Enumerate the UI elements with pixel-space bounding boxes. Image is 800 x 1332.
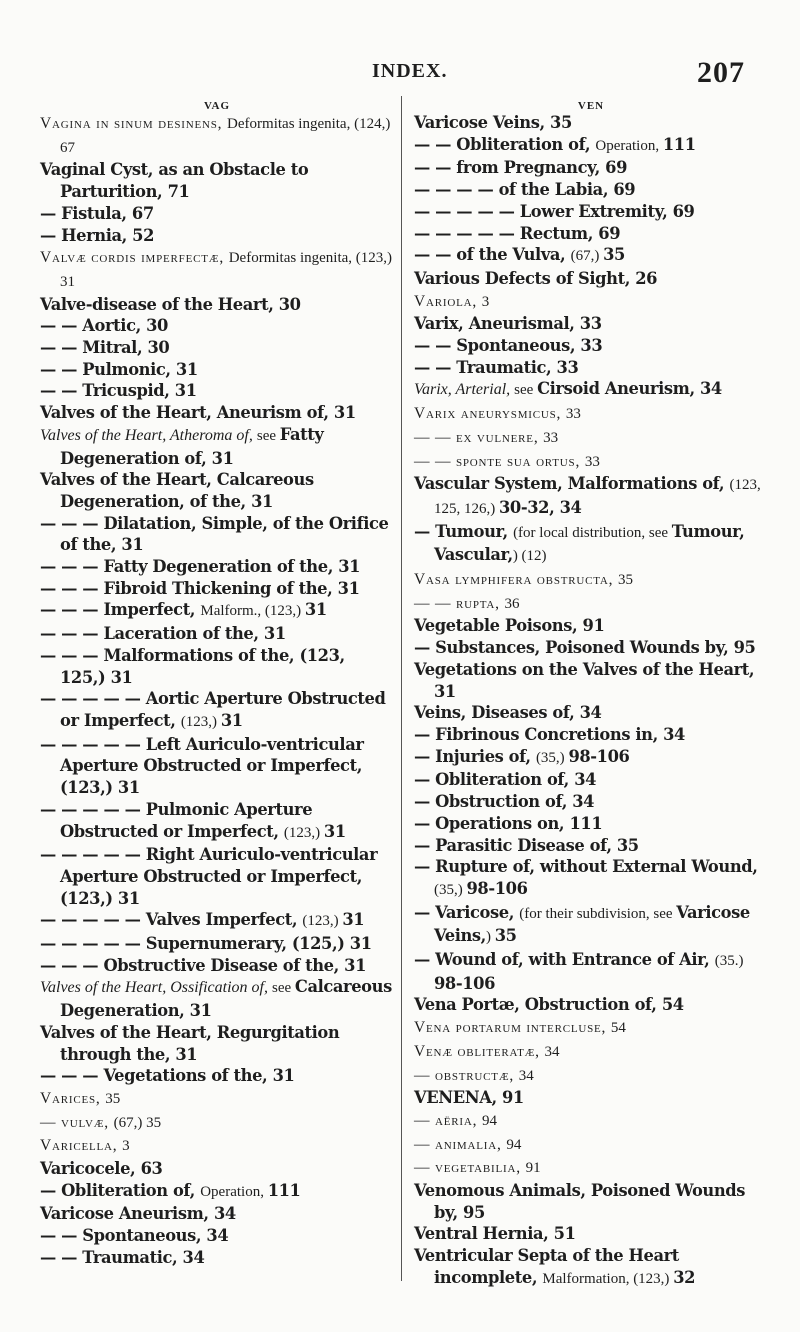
index-entry-text: 111 <box>267 1180 301 1200</box>
index-entry-text: ) (12) <box>512 548 547 565</box>
index-entry <box>40 1225 394 1247</box>
index-entry <box>414 157 768 179</box>
index-entry-text: 35 <box>105 1090 121 1107</box>
index-entry-text: Operation, <box>200 1183 268 1200</box>
index-entry-text: — aëria, <box>414 1111 482 1129</box>
index-entry-text: Variola, <box>414 292 482 310</box>
index-entry-text: (35,) <box>434 881 467 898</box>
index-entry <box>414 357 768 379</box>
index-entry-text: Vagina in sinum desinens, <box>40 115 228 132</box>
index-entry-text: — — — — — Rectum, 69 <box>414 223 621 243</box>
index-entry-text: — — — — — Valves Imperfect, <box>40 910 303 930</box>
index-entry <box>40 246 394 293</box>
index-entry-text: — — — Dilatation, Simple, of the Orifice of the, 31 <box>40 513 389 555</box>
index-entry-text: 98-106 <box>568 746 630 766</box>
index-entry-text: — — Obliteration of, <box>414 134 596 154</box>
index-entry-text: — — Traumatic, 34 <box>40 1247 205 1267</box>
index-entry <box>40 1180 394 1204</box>
index-entry <box>40 844 394 909</box>
index-entry-text: 3 <box>122 1138 130 1155</box>
page-header <box>0 56 800 100</box>
index-entry-text: 30-32, 34 <box>499 497 582 517</box>
index-entry-text: 33 <box>584 453 600 470</box>
index-entry-text: Varix aneurysmicus, <box>414 405 566 423</box>
index-entry <box>40 556 394 578</box>
index-entry-text: (35.) <box>714 953 744 970</box>
index-entry-text: — — rupta, <box>414 594 505 612</box>
index-entry-text: Venæ obliteratæ, <box>414 1042 545 1060</box>
index-column-right <box>414 100 768 1291</box>
index-entry-text: (for their subdivision, see <box>519 905 677 922</box>
index-entry-text: Cirsoid Aneurism, 34 <box>537 379 722 399</box>
index-entry-text: Vascular System, Malformations of, <box>414 474 730 494</box>
index-entry <box>40 909 394 933</box>
index-entry-text: — — — — — Lower Extremity, 69 <box>414 201 695 221</box>
index-entry-text: — — Aortic, 30 <box>40 316 168 336</box>
index-entry-text: 34 <box>544 1043 560 1060</box>
index-entry <box>414 402 768 426</box>
index-entry <box>414 1223 768 1245</box>
index-entry-text: Varicella, <box>40 1137 123 1155</box>
index-entry-text: — — — — — Left Auriculo-ventricular Aperture Obstructed or Imperfect, (123,) 31 <box>40 734 364 798</box>
index-entry-text: 31 <box>342 910 365 930</box>
index-entry <box>40 513 394 556</box>
index-entry-text: (123,) <box>302 913 343 930</box>
index-entry-text: 35 <box>618 572 634 589</box>
index-entry <box>414 949 768 994</box>
index-entry-text: Deformitas ingenita, (124,) 67 <box>60 116 391 156</box>
index-entry <box>40 359 394 381</box>
index-entry-text: — — of the Vulva, <box>414 245 571 265</box>
index-entry-text: — — — — — Supernumerary, (125,) 31 <box>40 934 372 954</box>
page-number: 207 <box>697 56 745 89</box>
index-entry <box>414 835 768 857</box>
index-entry-text: Malform., (123,) <box>200 603 305 620</box>
index-entry <box>40 469 394 512</box>
index-entry <box>414 1133 768 1157</box>
index-entry <box>40 1022 394 1065</box>
index-entry <box>414 813 768 835</box>
index-entry <box>40 424 394 469</box>
index-entry <box>414 1109 768 1133</box>
index-entry <box>414 637 768 659</box>
index-entry-text: Varicose Veins, <box>434 902 750 946</box>
index-entry-text: Valves of the Heart, Calcareous Degeneration, of the, 31 <box>40 470 314 511</box>
index-entry-text: 94 <box>481 1112 497 1129</box>
index-entry-text: — vegetabilia, <box>414 1159 526 1177</box>
index-entry-text: Vaginal Cyst, as an Obstacle to Parturition, 71 <box>40 160 309 202</box>
index-entry-text: (for local distribution, see <box>513 524 672 541</box>
index-entry <box>40 1247 394 1269</box>
index-entry <box>414 473 768 520</box>
index-entry-text: — Varicose, <box>414 902 520 922</box>
index-entry-text: — Substances, Poisoned Wounds by, 95 <box>414 638 756 658</box>
index-entry-text: see <box>256 427 280 444</box>
index-entry-text: — — — Obstructive Disease of the, 31 <box>40 955 367 975</box>
index-entry <box>414 1040 768 1064</box>
index-entry-text: — vulvæ, <box>40 1113 114 1131</box>
index-entry-text: — Injuries of, <box>414 746 536 766</box>
index-entry <box>40 734 394 799</box>
index-entry-text: — Obstruction of, 34 <box>414 792 595 812</box>
index-entry-text: Varix, Aneurismal, 33 <box>414 314 602 334</box>
column-guide-word: VAG <box>203 100 231 112</box>
index-entry <box>414 659 768 702</box>
index-entry-text: 98-106 <box>434 973 495 993</box>
index-entry <box>414 994 768 1016</box>
index-entry-text: Tumour, Vascular, <box>434 521 745 565</box>
index-entry-text: Valves of the Heart, Aneurism of, 31 <box>40 403 356 423</box>
index-entry <box>414 201 768 223</box>
index-entry-text: — — sponte sua ortus, <box>414 452 585 470</box>
index-entry-text: — — — Vegetations of the, 31 <box>40 1066 295 1086</box>
index-entry-text: 54 <box>610 1020 626 1037</box>
index-entry-text: — — Spontaneous, 33 <box>414 336 603 356</box>
index-entry-text: 111 <box>662 134 696 154</box>
index-entry <box>40 1158 394 1180</box>
index-column-left <box>40 100 394 1269</box>
index-entry-text: Vena portarum intercluse, <box>414 1019 611 1037</box>
index-entry <box>414 702 768 724</box>
index-entry <box>414 450 768 474</box>
index-entry-text: — obstructæ, <box>414 1066 519 1084</box>
index-entry <box>414 290 768 314</box>
column-guide-word: VEN <box>577 100 605 112</box>
index-entry-text: (35,) <box>535 749 569 766</box>
index-entry <box>40 380 394 402</box>
index-entry <box>40 1065 394 1087</box>
index-entry-text: 31 <box>220 710 243 730</box>
index-entry-text: 31 <box>323 821 346 841</box>
index-entry-text: 32 <box>673 1267 696 1287</box>
index-entry <box>40 159 394 202</box>
index-entry-text: Vegetations on the Valves of the Heart, 31 <box>414 659 755 701</box>
index-entry <box>40 1111 394 1135</box>
index-entry-text: — — — — — Pulmonic Aperture Obstructed or Imperfect, <box>40 799 313 841</box>
column-divider <box>401 96 402 1281</box>
index-entry <box>414 134 768 158</box>
index-entry <box>40 976 394 1021</box>
running-title: INDEX. <box>372 60 448 82</box>
index-entry-text: 3 <box>481 293 490 310</box>
index-entry <box>40 688 394 733</box>
index-entry-text: Ventral Hernia, 51 <box>414 1224 576 1244</box>
index-entry-text: Varicose Aneurism, 34 <box>40 1204 236 1224</box>
index-entry <box>414 724 768 746</box>
index-entry-text: 34 <box>518 1067 534 1084</box>
index-entry-text: Operation, <box>595 137 663 154</box>
index-entry-text: Valve-disease of the Heart, 30 <box>40 294 301 314</box>
index-entry <box>40 955 394 977</box>
index-entry <box>40 112 394 159</box>
index-entry-text: 91 <box>525 1160 541 1177</box>
index-entry <box>40 1203 394 1225</box>
index-entry <box>40 1134 394 1158</box>
index-entry <box>414 1180 768 1223</box>
index-entry-text: (67,) 35 <box>113 1114 162 1131</box>
index-entry <box>414 791 768 813</box>
index-entry-text: 33 <box>543 429 559 446</box>
index-entry-text: 35 <box>603 245 625 265</box>
index-entry-text: — — from Pregnancy, 69 <box>414 158 628 178</box>
index-entry-text: Valves of the Heart, Regurgitation through the, 31 <box>40 1022 340 1064</box>
index-entry <box>414 313 768 335</box>
index-entry <box>40 623 394 645</box>
index-entry-text: (123, 125, 126,) <box>434 477 761 517</box>
index-entry <box>414 746 768 770</box>
index-entry <box>40 599 394 623</box>
index-entry-text: — Obliteration of, 34 <box>414 770 597 790</box>
index-entry-text: Calcareous Degeneration, 31 <box>60 977 392 1021</box>
index-entry-text: — Tumour, <box>414 521 514 541</box>
index-entry-list <box>414 112 768 1291</box>
index-entry <box>414 1087 768 1109</box>
index-entry <box>40 203 394 225</box>
index-entry-text: — — Mitral, 30 <box>40 338 170 358</box>
index-entry <box>40 1087 394 1111</box>
index-entry-text: — animalia, <box>414 1135 507 1153</box>
index-entry <box>414 1016 768 1040</box>
index-entry-text: Varix, Arterial, <box>414 381 515 399</box>
index-entry-text: — Rupture of, without External Wound, <box>414 857 758 877</box>
index-entry-text: Vasa lymphifera obstructa, <box>414 571 619 589</box>
index-entry-text: — Hernia, 52 <box>40 225 155 245</box>
index-entry-text: — — Traumatic, 33 <box>414 357 579 377</box>
index-entry <box>40 337 394 359</box>
index-entry <box>40 933 394 955</box>
index-entry-text: 98-106 <box>466 878 528 898</box>
index-entry <box>414 521 768 568</box>
index-entry <box>414 856 768 901</box>
index-entry-text: Malformation, (123,) <box>542 1270 674 1287</box>
index-entry <box>40 315 394 337</box>
index-entry-text: Deformitas ingenita, (123,) 31 <box>60 250 393 290</box>
index-entry-text: — — — — — Right Auriculo-ventricular Aperture Obstructed or Imperfect, (123,) 31 <box>40 845 378 908</box>
index-entry-text: Varicocele, 63 <box>40 1159 163 1179</box>
index-entry-text: — Operations on, 111 <box>414 813 603 833</box>
index-entry <box>40 578 394 600</box>
index-entry <box>414 112 768 134</box>
index-entry-list <box>40 112 394 1269</box>
index-entry-text: — Fistula, 67 <box>40 203 154 223</box>
index-entry <box>414 268 768 290</box>
index-entry-text: ) <box>485 929 495 946</box>
index-entry <box>414 1156 768 1180</box>
index-entry <box>414 378 768 402</box>
index-entry-text: Vena Portæ, Obstruction of, 54 <box>414 995 684 1015</box>
index-entry-text: Varices, <box>40 1089 106 1107</box>
index-entry <box>414 592 768 616</box>
index-entry-text: VENENA, 91 <box>414 1088 524 1108</box>
index-entry <box>40 402 394 424</box>
index-entry-text: Valvæ cordis imperfectæ, <box>40 249 229 267</box>
index-entry-text: — Obliteration of, <box>40 1180 201 1200</box>
index-entry <box>414 769 768 791</box>
index-entry-text: — — Spontaneous, 34 <box>40 1226 229 1246</box>
index-entry-text: 94 <box>506 1136 522 1153</box>
index-entry-text: 35 <box>494 926 517 946</box>
index-entry-text: — — — Malformations of the, (123, 125,) 31 <box>40 645 345 687</box>
index-entry <box>414 426 768 450</box>
index-entry <box>414 902 768 949</box>
index-entry <box>40 799 394 844</box>
index-entry-text: Various Defects of Sight, 26 <box>414 268 658 288</box>
index-entry-text: — — — Laceration of the, 31 <box>40 624 286 644</box>
index-entry <box>414 568 768 592</box>
index-entry-text: Valves of the Heart, Atheroma of, <box>40 426 257 444</box>
index-entry-text: Valves of the Heart, Ossification of, <box>40 979 272 997</box>
index-entry-text: Ventricular Septa of the Heart incomplete, <box>414 1246 679 1287</box>
index-entry <box>414 223 768 245</box>
index-entry-text: — — — Imperfect, <box>40 600 201 620</box>
index-entry <box>40 225 394 247</box>
index-entry-text: (123,) <box>283 824 324 841</box>
index-entry-text: Varicose Veins, 35 <box>414 113 572 132</box>
index-entry-text: (123,) <box>180 713 221 730</box>
index-entry-text: — Parasitic Disease of, 35 <box>414 835 639 855</box>
index-entry-text: Fatty Degeneration of, 31 <box>60 424 324 468</box>
index-entry-text: — — Tricuspid, 31 <box>40 381 197 401</box>
index-entry-text: — Fibrinous Concretions in, 34 <box>414 724 685 744</box>
index-entry <box>414 335 768 357</box>
index-entry-text: Vegetable Poisons, 91 <box>414 616 605 636</box>
index-entry <box>414 244 768 268</box>
index-entry <box>414 1064 768 1088</box>
index-entry-text: Veins, Diseases of, 34 <box>414 703 602 723</box>
index-entry-text: — Wound of, with Entrance of Air, <box>414 950 715 970</box>
index-entry-text: — — — Fibroid Thickening of the, 31 <box>40 578 360 598</box>
index-entry-text: 31 <box>304 600 327 620</box>
index-entry <box>414 179 768 201</box>
index-entry-text: see <box>514 382 538 399</box>
index-entry-text: 36 <box>504 595 520 612</box>
index-entry-text: — — — — of the Labia, 69 <box>414 180 636 200</box>
index-entry-text: (67,) <box>570 248 604 265</box>
index-entry-text: — — Pulmonic, 31 <box>40 359 198 379</box>
index-entry <box>40 645 394 688</box>
index-entry <box>414 1245 768 1290</box>
index-entry-text: see <box>271 980 295 997</box>
index-entry-text: 33 <box>565 406 581 423</box>
index-entry-text: — — — — — Aortic Aperture Obstructed or Imperfect, <box>40 689 386 730</box>
index-entry-text: — — — Fatty Degeneration of the, 31 <box>40 557 361 577</box>
index-entry-text: Venomous Animals, Poisoned Wounds by, 95 <box>414 1181 746 1222</box>
index-entry <box>414 615 768 637</box>
index-entry <box>40 294 394 316</box>
index-entry-text: — — ex vulnere, <box>414 428 544 446</box>
